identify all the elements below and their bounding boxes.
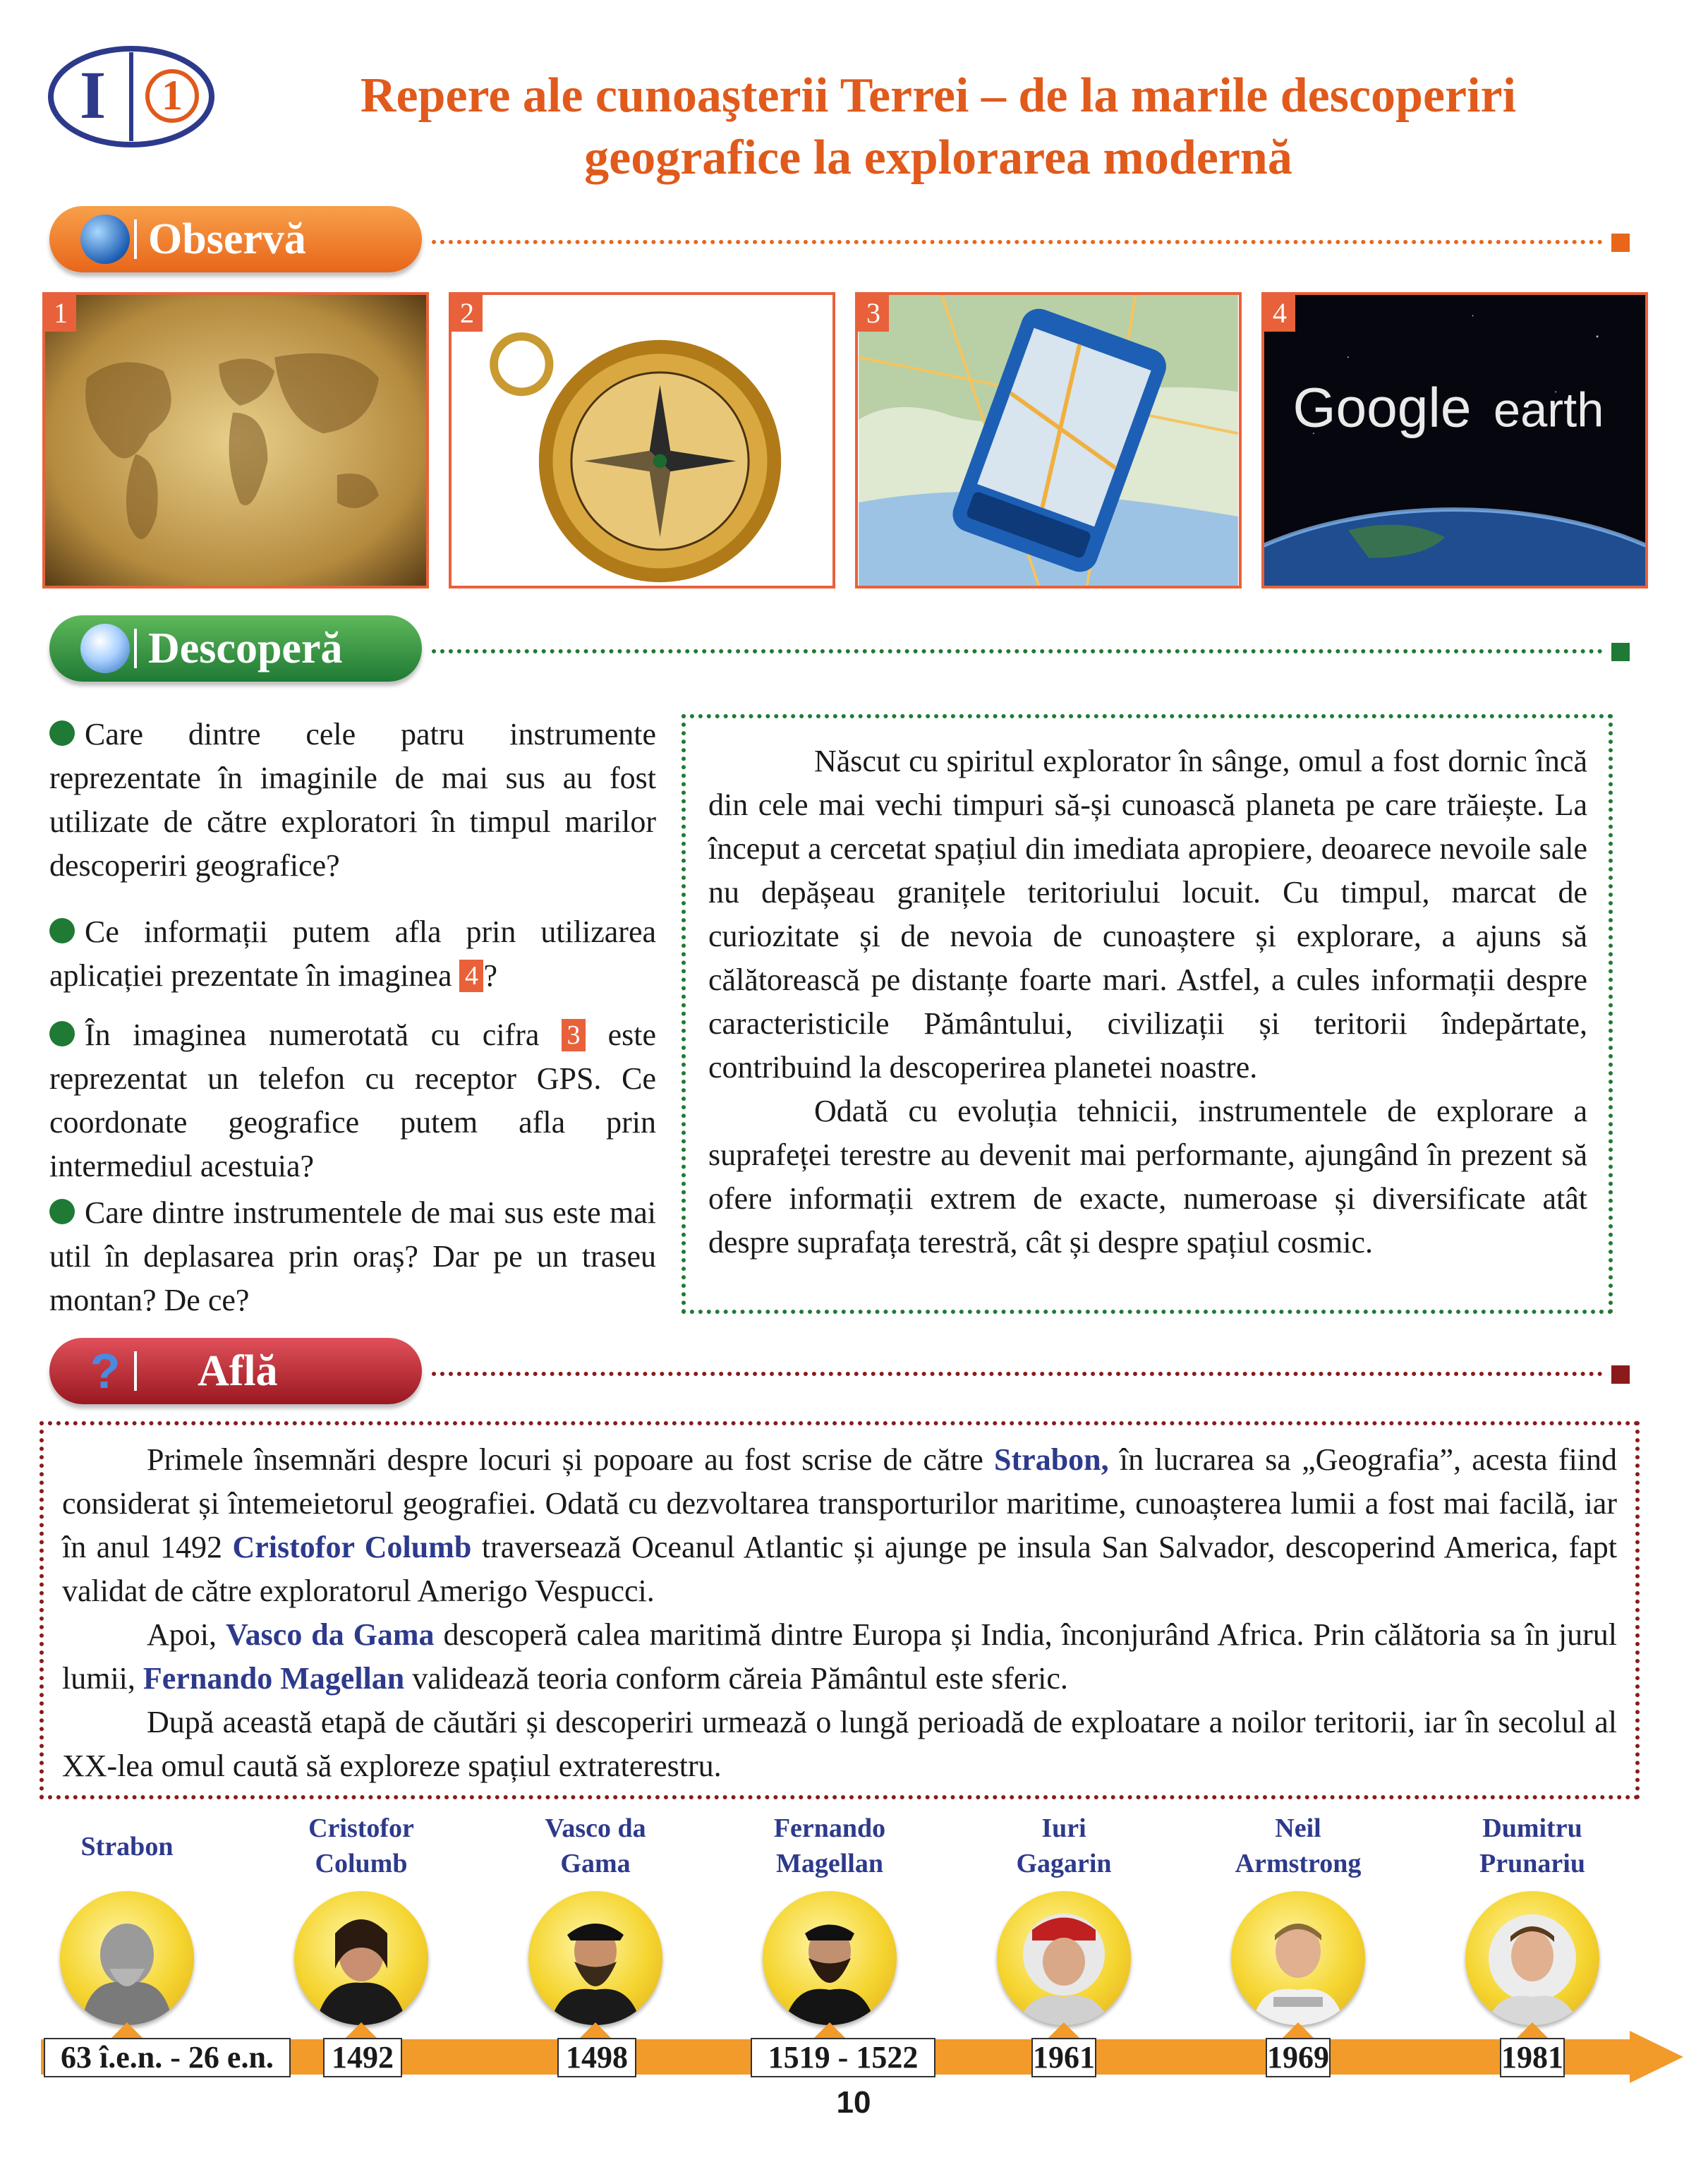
bullet-icon [49, 1199, 75, 1224]
bullet-icon [49, 1021, 75, 1046]
question-2-text-a: Ce informații putem afla prin utilizarea aplicației prezentate în imaginea [49, 915, 656, 993]
google-earth-logo-word: Google [1292, 376, 1472, 439]
name-strabon: Strabon, [994, 1442, 1109, 1477]
unit-letter: I [79, 57, 107, 133]
unit-badge [47, 44, 216, 150]
compass-icon [452, 295, 832, 586]
photo-compass [449, 292, 835, 588]
timeline-year: 1519 - 1522 [751, 2038, 935, 2077]
portrait-magellan [763, 1891, 897, 2025]
photo-number: 4 [1264, 295, 1295, 332]
divider-observa [432, 240, 1603, 244]
google-earth-icon [1264, 295, 1645, 586]
question-mark-icon: ? [90, 1344, 121, 1399]
timeline-person-name: Vasco da Gama [545, 1813, 646, 1878]
timeline-person-name: Neil Armstrong [1235, 1813, 1362, 1878]
descopera-paragraph-2: Odată cu evoluția tehnicii, instrumentele de explorare a suprafeței terestre au devenit mai performante, ajungând în prezent să ofere informații extrem de exacte, numeroase și diversificate atât despre suprafața terestră, cât și despre spațiul cosmic. [708, 1094, 1587, 1260]
name-gama: Vasco da Gama [225, 1617, 435, 1652]
title-line-2: geografice la explorarea modernă [584, 131, 1292, 185]
page-title [226, 65, 1651, 189]
divider-end-observa [1611, 234, 1630, 252]
timeline-person-name: Iuri Gagarin [1016, 1813, 1112, 1878]
timeline-year: 1961 [1031, 2038, 1096, 2077]
bullet-icon [49, 720, 75, 746]
timeline-year: 1498 [557, 2038, 636, 2077]
image-tag-4: 4 [459, 960, 483, 992]
photo-number: 3 [858, 295, 889, 332]
google-earth-logo-word2: earth [1493, 382, 1604, 437]
timeline-year: 1492 [323, 2038, 402, 2077]
divider-end-descopera [1611, 643, 1630, 661]
section-afla [49, 1338, 422, 1404]
descopera-text-box [682, 714, 1613, 1314]
globe-icon [80, 215, 130, 264]
timeline-person-name: Strabon [80, 1832, 174, 1861]
divider-afla [432, 1372, 1603, 1376]
timeline-year: 1981 [1500, 2038, 1565, 2077]
question-1-text: Care dintre cele patru instrumente reprezentate în imaginile de mai sus au fost utilizate de către exploratori în timpul marilor descoperiri geografice? [49, 717, 656, 883]
bullet-icon [49, 918, 75, 943]
portrait-strabon [60, 1891, 194, 2025]
afla-paragraph-1: Primele însemnări despre locuri și popoare au fost scrise de către Strabon, în lucrarea sa „Geografia”, acesta fiind considerat și întemeietorul geografiei. Odată cu dezvoltarea transporturilor maritime, cunoașterea lumii a fost mai facilă, iar în anul 1492 Cristofor Columb traversează Oceanul Atlantic și ajunge pe insula San Salvador, descoperind America, fapt validat de către exploratorul Amerigo Vespucci. [62, 1442, 1618, 1608]
image-tag-3: 3 [562, 1019, 586, 1051]
photo-gps-phone [855, 292, 1242, 588]
portrait-gagarin [997, 1891, 1131, 2025]
timeline-year: 63 î.e.n. - 26 e.n. [44, 2038, 291, 2077]
question-4-text: Care dintre instrumentele de mai sus este mai util în deplasarea prin oraș? Dar pe un traseu montan? De ce? [49, 1195, 656, 1317]
photo-number: 1 [45, 295, 76, 332]
portrait-columb [294, 1891, 428, 2025]
timeline-person-name: Cristofor Columb [308, 1813, 414, 1878]
divider-descopera [432, 649, 1603, 653]
lightbulb-icon [80, 624, 130, 673]
section-observa-label: Observă [148, 215, 306, 263]
timeline-year: 1969 [1266, 2038, 1331, 2077]
portrait-gama [528, 1891, 662, 2025]
photo-old-map [42, 292, 429, 588]
name-columb: Cristofor Columb [232, 1530, 472, 1564]
portrait-prunariu [1465, 1891, 1599, 2025]
question-4 [49, 1191, 656, 1322]
timeline-arrow-icon [1630, 2031, 1683, 2083]
question-1 [49, 713, 656, 888]
section-afla-label: Află [198, 1346, 278, 1395]
title-line-1: Repere ale cunoaşterii Terrei – de la marile descoperiri [360, 68, 1517, 123]
question-3-text-a: În imaginea numerotată cu cifra [85, 1018, 540, 1052]
lesson-number: 1 [145, 69, 199, 123]
portrait-armstrong [1231, 1891, 1365, 2025]
divider-end-afla [1611, 1365, 1630, 1384]
afla-paragraph-2: Apoi, Vasco da Gama descoperă calea maritimă dintre Europa și India, înconjurând Africa. Prin călătoria sa în jurul lumii, Fernando Magellan validează teoria conform căreia Pământul este sferic. [62, 1617, 1617, 1696]
afla-text-box [40, 1421, 1640, 1799]
section-descopera [49, 615, 422, 682]
question-2 [49, 910, 656, 998]
timeline-person-name: Dumitru Prunariu [1479, 1813, 1585, 1878]
timeline-person-name: Fernando Magellan [773, 1813, 886, 1878]
page-number: 10 [836, 2085, 871, 2120]
gps-phone-icon [858, 295, 1239, 586]
name-magellan: Fernando Magellan [143, 1661, 405, 1696]
question-2-text-b: ? [483, 958, 498, 993]
afla-paragraph-3: După această etapă de căutări și descoperiri urmează o lungă perioadă de exploatare a noilor teritorii, iar în secolul al XX-lea omul caută să exploreze spațiul extraterestru. [62, 1705, 1617, 1783]
section-observa [49, 206, 422, 272]
question-3-text-b: este reprezentat un telefon cu receptor GPS. Ce coordonate geografice putem afla prin intermediul acestuia? [49, 1018, 656, 1183]
old-world-map-icon [45, 295, 426, 586]
section-descopera-label: Descoperă [148, 624, 343, 672]
descopera-paragraph-1: Născut cu spiritul explorator în sânge, omul a fost dornic încă din cele mai vechi timpuri să-și cunoască planeta pe care trăiește. La început a cercetat spațiul din imediata apropiere, deoarece nevoile sale nu depășeau granițele teritoriului locuit. Cu timpul, marcat de curiozitate și de nevoia de cunoaștere și explorare, a ajuns să călătorească pe distanțe foarte mari. Astfel, a cules informații despre caracteristicile Pământului, civilizații și teritorii îndepărtate, contribuind la descoperirea planetei noastre. [708, 744, 1587, 1085]
question-3 [49, 1013, 656, 1188]
photo-google-earth [1261, 292, 1648, 588]
photo-number: 2 [452, 295, 483, 332]
